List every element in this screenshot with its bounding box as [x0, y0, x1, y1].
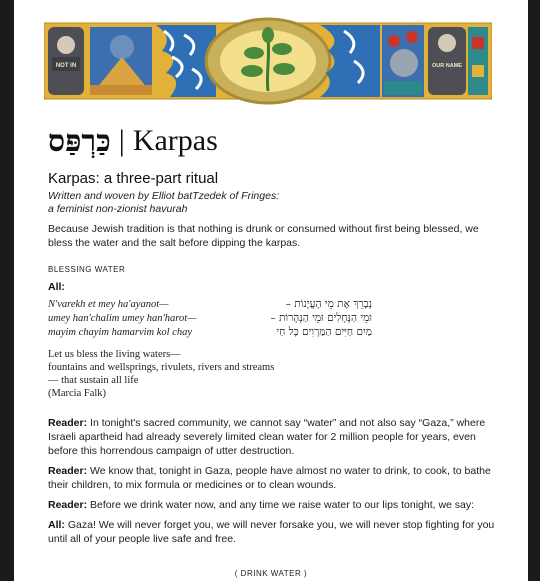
- banner-badge-right-text: OUR NAME: [432, 63, 462, 69]
- reading-paragraph: [48, 498, 498, 512]
- reading-paragraph: [48, 518, 498, 546]
- reading-paragraph: [48, 464, 498, 492]
- hebrew-line: מַיִם חַיִּים הַמַּרְוִים כָּל חַי: [276, 326, 372, 338]
- transliteration-line: mayim chayim hamarvim kol chay: [48, 327, 193, 338]
- banner-illustration: [44, 17, 492, 105]
- verse-line: Let us bless the living waters—: [48, 349, 181, 360]
- verse-line: — that sustain all life: [48, 375, 139, 386]
- hebrew-line: נְבָרֵךְ אֶת מֵי הָעֲיָנוֹת –: [285, 298, 372, 310]
- credit-line-2: a feminist non-zionist havurah: [48, 202, 188, 215]
- title-separator: |: [118, 124, 125, 157]
- reading-text: We know that, tonight in Gaza, people have almost no water to drink, to cook, to bathe their children, to mix formula or medicines or to clean wounds.: [48, 465, 491, 491]
- reading-text: Before we drink water now, and any time we raise water to our lips tonight, we say:: [90, 499, 475, 511]
- all-label: All:: [48, 281, 65, 293]
- hebrew-blessing-block: [224, 297, 372, 339]
- english-translation-block: [48, 348, 348, 400]
- speaker-label: All:: [48, 519, 65, 531]
- speaker-label: Reader:: [48, 417, 88, 429]
- verse-line: fountains and wellsprings, rivulets, rivers and streams: [48, 362, 275, 373]
- transliteration-line: N'varekh et mey ha'ayanot—: [48, 299, 169, 310]
- illustrated-banner: [44, 17, 492, 105]
- author-credit: [48, 190, 468, 215]
- credit-line-1: Written and woven by Elliot batTzedek of Fringes:: [48, 190, 280, 202]
- reading-paragraph: [48, 416, 498, 458]
- reading-text: Gaza! We will never forget you, we will never forsake you, we will never stop fighting for you until all of your people live safe and free.: [48, 519, 495, 545]
- speaker-label: Reader:: [48, 499, 88, 511]
- speaker-label: Reader:: [48, 465, 88, 477]
- section-label-blessing-water: BLESSING WATER: [48, 265, 126, 274]
- transliteration-line: umey han'chalim umey han'harot—: [48, 313, 197, 324]
- haggadah-page: [14, 0, 528, 581]
- hebrew-line: וּמֵי הַנְּחָלִים וּמֵי הַנְּהָרוֹת –: [270, 312, 372, 324]
- title-hebrew: כַּרְפַּס: [48, 123, 111, 159]
- reading-text: In tonight's sacred community, we cannot say “water” and not also say “Gaza,” where Israeli apartheid had already severely limited clean water for 2 million people for years, even before this horrendous campaign of utter destruction.: [48, 417, 486, 457]
- title-english: Karpas: [132, 124, 218, 157]
- verse-attribution: (Marcia Falk): [48, 388, 107, 399]
- page-title: [48, 121, 218, 161]
- section-subtitle: Karpas: a three-part ritual: [48, 170, 219, 187]
- drink-water-instruction: ( DRINK WATER ): [234, 569, 308, 578]
- intro-paragraph: Because Jewish tradition is that nothing is drunk or consumed without first being blessed, we bless the water and the salt before dipping the karpas.: [48, 223, 479, 249]
- banner-badge-left-text: NOT IN: [55, 63, 77, 69]
